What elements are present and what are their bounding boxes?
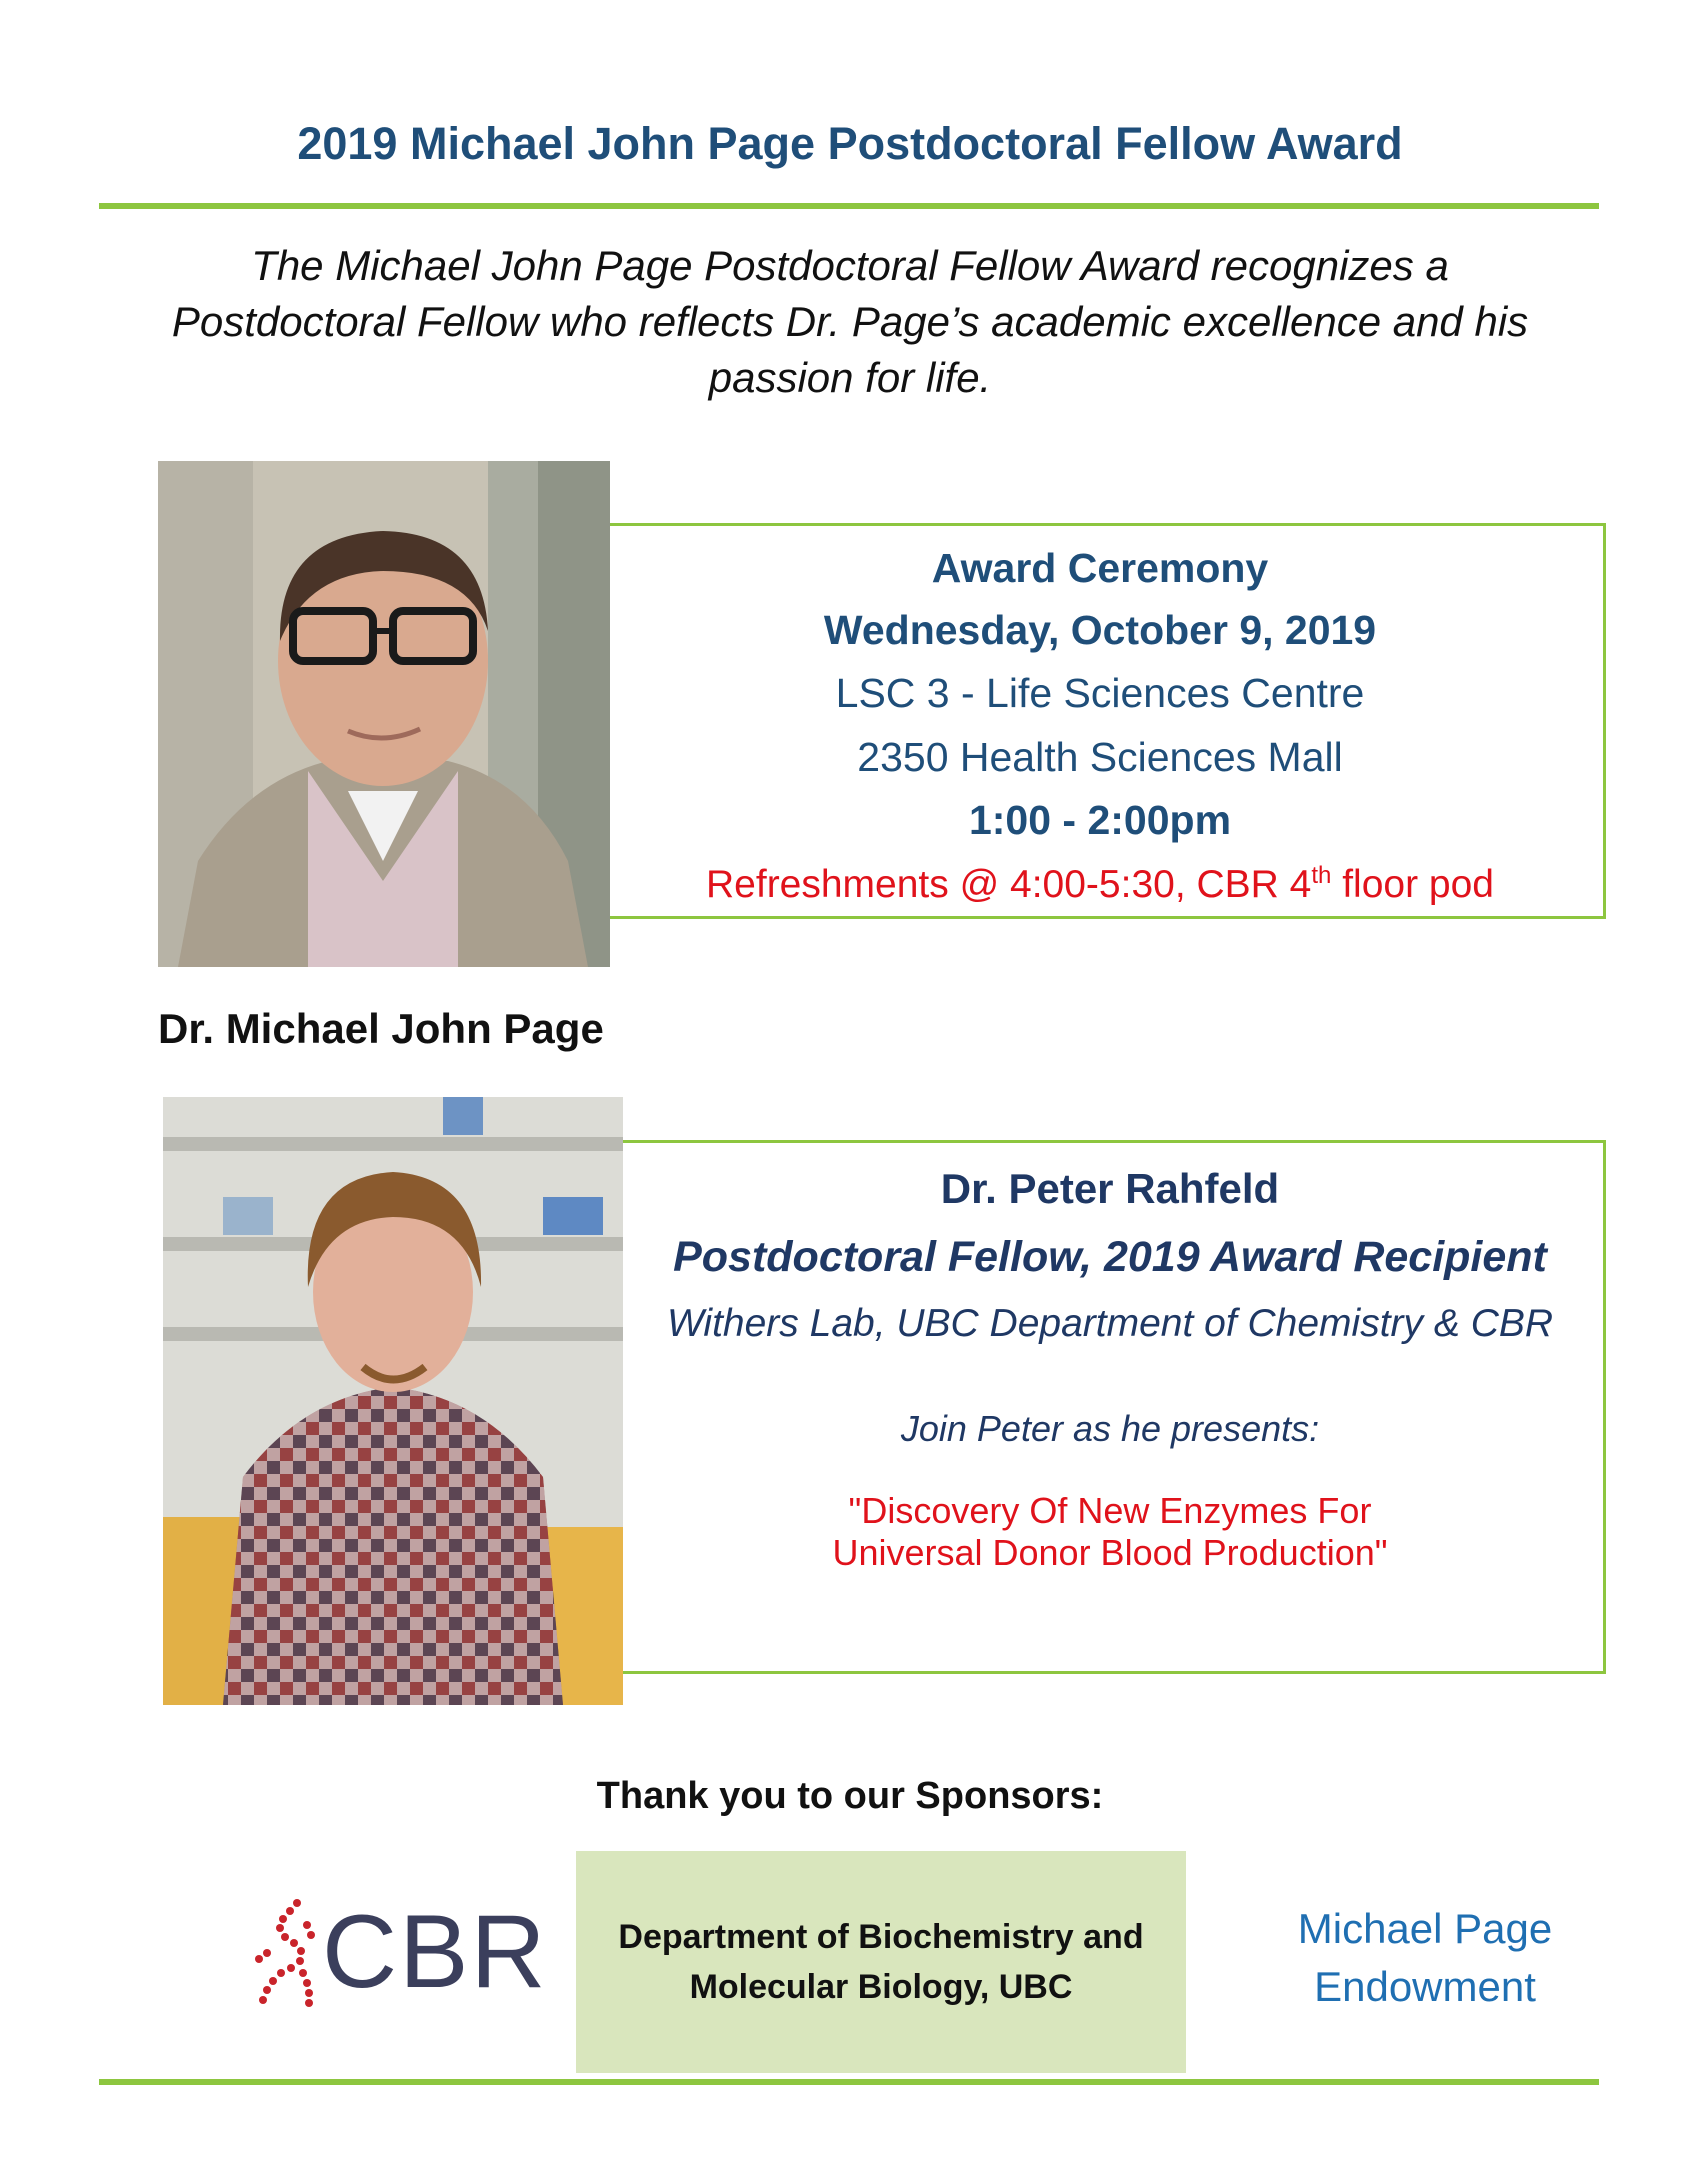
event-heading: Award Ceremony bbox=[931, 545, 1269, 591]
photo-peter-rahfeld bbox=[163, 1097, 623, 1705]
photo-michael-john-page bbox=[158, 461, 610, 967]
page-title: 2019 Michael John Page Postdoctoral Fellow Award bbox=[297, 118, 1403, 169]
event-location: LSC 3 - Life Sciences Centre bbox=[835, 670, 1365, 716]
photo-caption: Dr. Michael John Page bbox=[158, 1005, 604, 1052]
event-refreshments: Refreshments @ 4:00-5:30, CBR 4th floor pod bbox=[706, 862, 1494, 906]
recipient-role: Postdoctoral Fellow, 2019 Award Recipient bbox=[673, 1233, 1547, 1281]
recipient-lab: Withers Lab, UBC Department of Chemistry & CBR bbox=[666, 1302, 1554, 1345]
sponsors-heading: Thank you to our Sponsors: bbox=[596, 1775, 1104, 1817]
endowment-sponsor: Michael Page Endowment bbox=[1297, 1905, 1553, 2010]
bottom-divider bbox=[99, 2079, 1599, 2085]
intro-text bbox=[100, 238, 1600, 406]
event-time: 1:00 - 2:00pm bbox=[968, 797, 1232, 843]
event-date: Wednesday, October 9, 2019 bbox=[823, 607, 1377, 653]
top-divider bbox=[99, 203, 1599, 209]
intro-line-1: The Michael John Page Postdoctoral Fellow Award recognizes a bbox=[251, 242, 1449, 289]
recipient-box bbox=[620, 1140, 1606, 1674]
recipient-name: Dr. Peter Rahfeld bbox=[940, 1165, 1280, 1212]
intro-line-2: Postdoctoral Fellow who reflects Dr. Page’s academic excellence and his bbox=[171, 298, 1529, 345]
cbr-logo-text: CBR bbox=[322, 1894, 548, 2010]
presentation-title: "Discovery Of New Enzymes For Universal Donor Blood Production" bbox=[832, 1490, 1388, 1573]
presentation-invite: Join Peter as he presents: bbox=[900, 1408, 1320, 1449]
event-address: 2350 Health Sciences Mall bbox=[857, 734, 1343, 780]
department-sponsor: Department of Biochemistry and Molecular Biology, UBC bbox=[576, 1851, 1186, 2073]
intro-line-3: passion for life. bbox=[708, 354, 992, 401]
